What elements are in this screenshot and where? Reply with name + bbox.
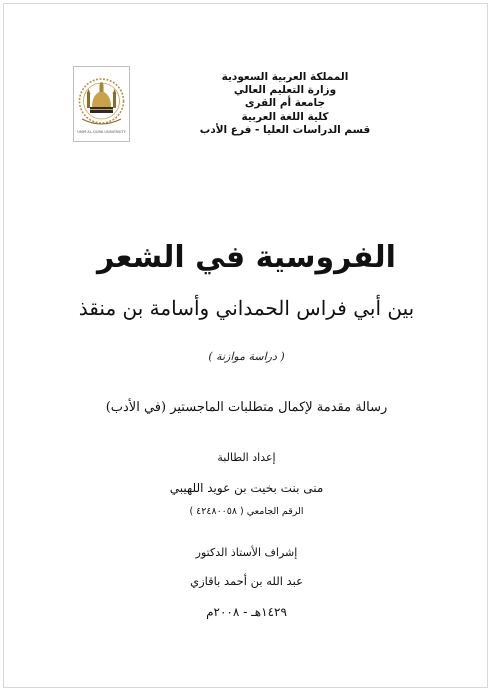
logo-text: UMM AL-QURA UNIVERSITY — [77, 130, 126, 134]
header-line-college: كلية اللغة العربية — [241, 110, 329, 123]
thesis-subtitle: بين أبي فراس الحمداني وأسامة بن منقذ — [78, 296, 415, 320]
thesis-title: الفروسية في الشعر — [97, 240, 396, 275]
institution-header — [175, 71, 395, 137]
university-emblem-icon — [74, 67, 129, 141]
submission-date: ١٤٢٩هـ - ٢٠٠٨م — [206, 605, 287, 619]
supervision-label: إشراف الأستاذ الدكتور — [195, 546, 298, 559]
header-line-department: قسم الدراسات العليا - فرع الأدب — [199, 123, 371, 136]
supervisor-name: عبد الله بن أحمد باقازي — [190, 574, 303, 588]
thesis-statement: رسالة مقدمة لإكمال متطلبات الماجستير (في الأدب) — [105, 400, 388, 415]
header-line-ministry: وزارة التعليم العالي — [233, 84, 337, 97]
university-logo — [73, 66, 130, 142]
header-line-country: المملكة العربية السعودية — [221, 71, 349, 83]
prepared-by-label: إعداد الطالبة — [217, 451, 276, 464]
study-type: ( دراسة موازنة ) — [208, 350, 285, 363]
header-line-university: جامعة أم القرى — [244, 97, 326, 110]
student-id: الرقم الجامعي ( ٤٢٤٨٠٠٥٨ ) — [189, 506, 304, 517]
student-name: منى بنت بخيت بن عويد اللهيبي — [169, 481, 324, 495]
